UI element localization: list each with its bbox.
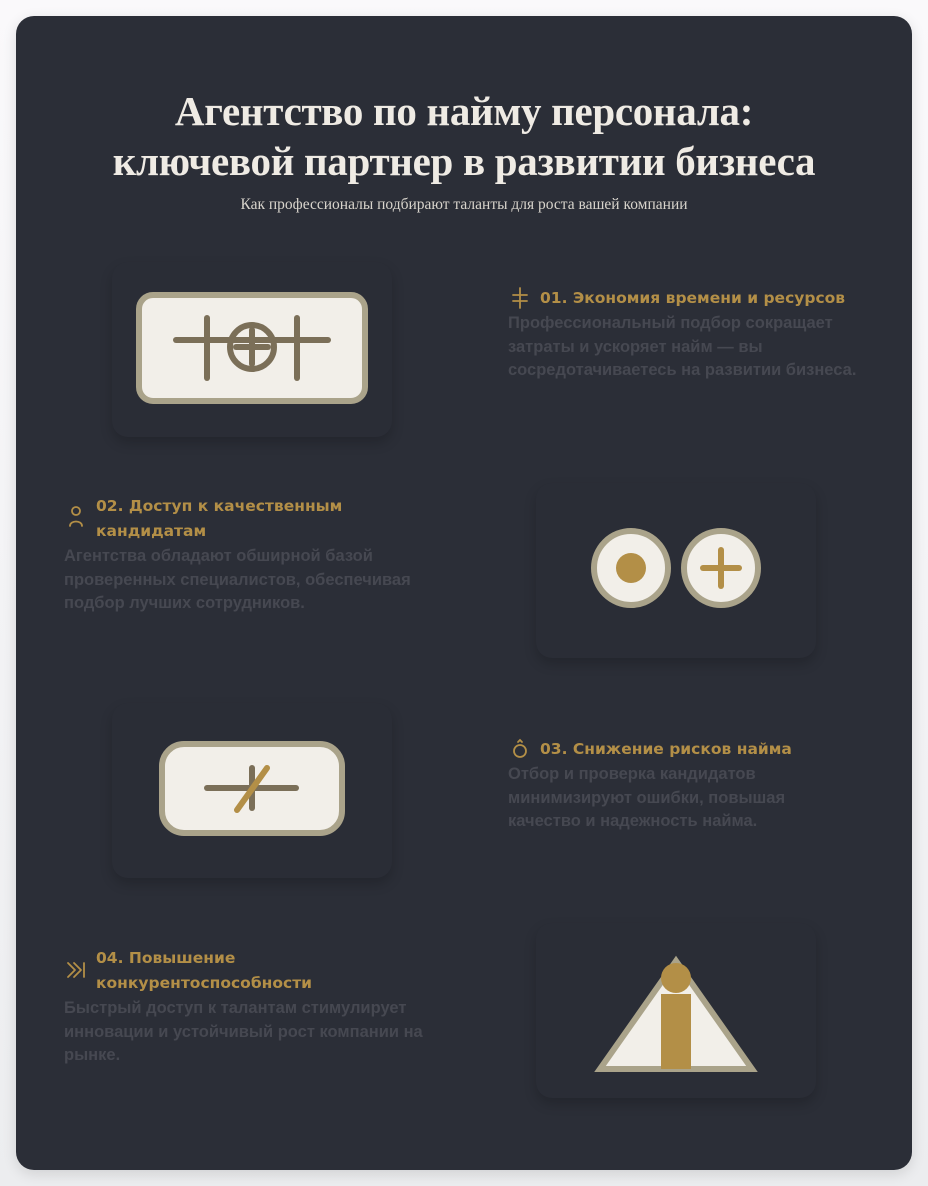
scale-crosshair-illustration xyxy=(112,262,392,437)
ring-icon xyxy=(508,737,532,761)
feature-1-header xyxy=(508,286,878,311)
feature-1-description: Профессиональный подбор сокращает затраты и ускоряет найм — вы сосредотачиваетесь на развитии бизнеса. xyxy=(508,314,857,379)
illustration-card-1 xyxy=(112,262,392,437)
feature-2-title: 02. Доступ к качественным кандидатам xyxy=(96,497,343,540)
double-dagger-icon xyxy=(508,286,532,310)
feature-4-header xyxy=(64,946,424,996)
feature-1-title: 01. Экономия времени и ресурсов xyxy=(540,289,846,307)
pyramid-info-illustration xyxy=(536,923,816,1098)
title-line-1: Агентство по найму персонала: xyxy=(174,88,754,134)
feature-2 xyxy=(64,494,414,616)
feature-3-title: 03. Снижение рисков найма xyxy=(540,740,792,758)
feature-3-description: Отбор и проверка кандидатов минимизируют ошибки, повышая качество и надежность найма. xyxy=(508,765,786,830)
feature-4-description: Быстрый доступ к талантам стимулирует инновации и устойчивый рост компании на рынке. xyxy=(64,999,423,1064)
feature-2-description: Агентства обладают обширной базой проверенных специалистов, обеспечивая подбор лучших сотрудников. xyxy=(64,547,411,612)
crossed-line-illustration xyxy=(112,703,392,878)
illustration-card-4 xyxy=(536,923,816,1098)
page-subtitle: Как профессионалы подбирают таланты для роста вашей компании xyxy=(240,196,688,213)
page-title xyxy=(0,86,928,186)
feature-3 xyxy=(508,737,848,834)
feature-1 xyxy=(508,286,878,383)
illustration-card-3 xyxy=(112,703,392,878)
feature-4 xyxy=(64,946,424,1068)
title-line-2: ключевой партнер в развитии бизнеса xyxy=(112,138,816,184)
feature-4-title: 04. Повышение конкурентоспособности xyxy=(96,949,313,992)
person-icon xyxy=(64,504,88,528)
illustration-card-2 xyxy=(536,483,816,658)
feature-3-header xyxy=(508,737,848,762)
feature-2-header xyxy=(64,494,414,544)
double-chevron-right-icon xyxy=(64,958,88,982)
two-circles-illustration xyxy=(536,483,816,658)
